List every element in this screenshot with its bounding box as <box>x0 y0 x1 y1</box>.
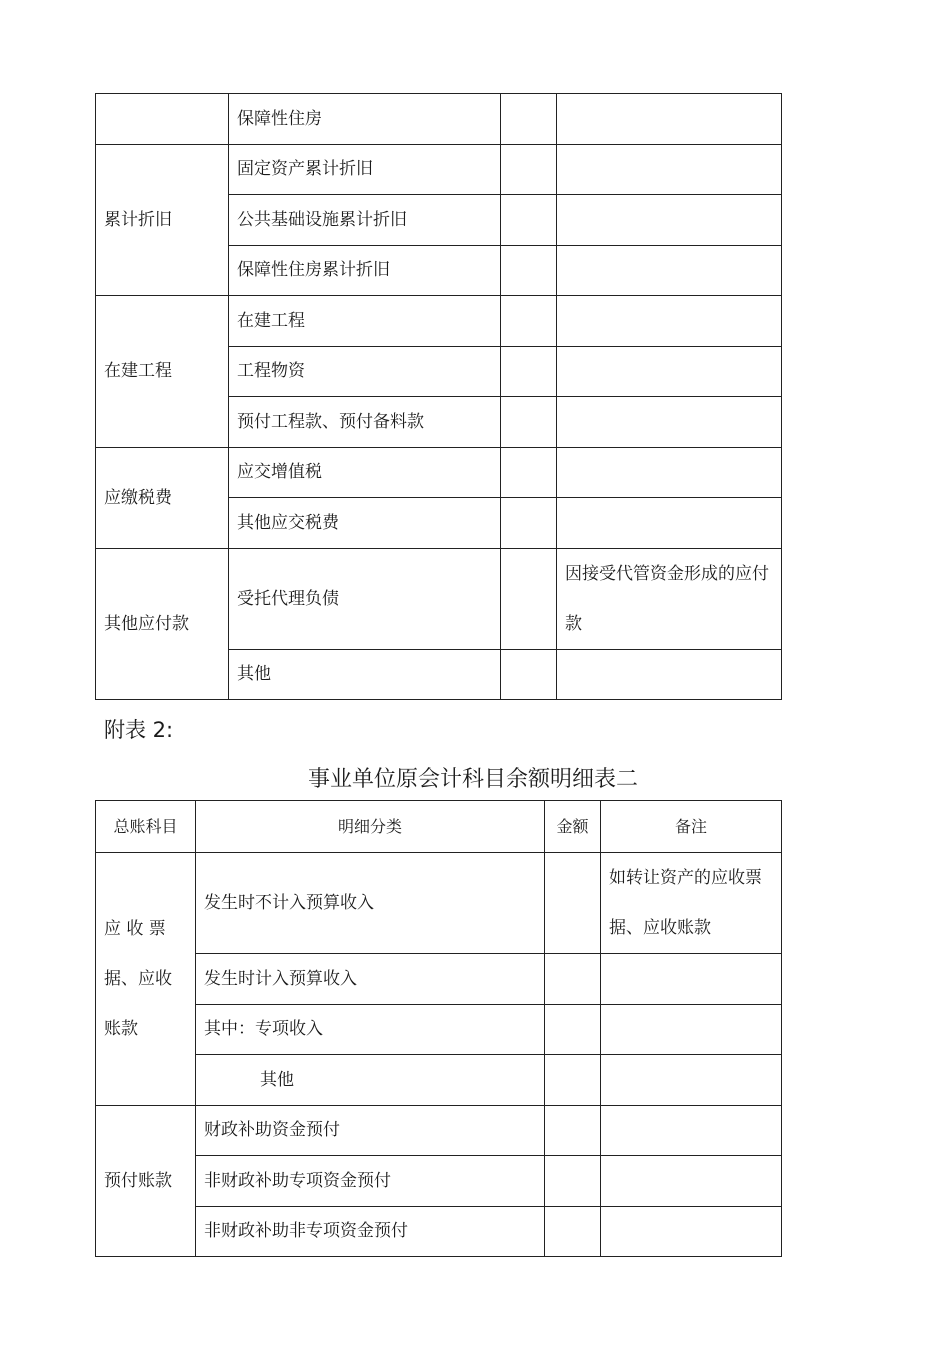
group-cell: 其他应付款 <box>96 549 229 700</box>
detail-cell: 财政补助资金预付 <box>196 1106 545 1156</box>
group-cell: 累计折旧 <box>96 145 229 296</box>
table-row <box>96 549 782 650</box>
detail-cell: 发生时不计入预算收入 <box>196 853 545 954</box>
header-cell: 备注 <box>601 801 782 853</box>
group-cell: 在建工程 <box>96 296 229 448</box>
amount-cell <box>545 1156 601 1207</box>
note-cell <box>557 296 782 347</box>
amount-cell <box>545 1005 601 1055</box>
detail-cell: 受托代理负债 <box>229 549 501 650</box>
detail-cell: 保障性住房 <box>229 94 501 145</box>
detail-cell: 固定资产累计折旧 <box>229 145 501 195</box>
header-row <box>96 801 782 853</box>
amount-cell <box>501 397 557 448</box>
amount-cell <box>501 145 557 195</box>
amount-cell <box>501 94 557 145</box>
appendix-label: 附表 2: <box>104 718 174 742</box>
note-cell <box>557 448 782 498</box>
table-row <box>96 1005 782 1055</box>
note-cell <box>601 1005 782 1055</box>
table-row <box>96 1055 782 1106</box>
note-cell <box>557 650 782 700</box>
note-cell <box>557 94 782 145</box>
header-cell: 总账科目 <box>96 801 196 853</box>
detail-table-2 <box>95 800 782 1257</box>
note-cell <box>601 1106 782 1156</box>
note-cell <box>557 145 782 195</box>
detail-cell: 预付工程款、预付备料款 <box>229 397 501 448</box>
table-row <box>96 1207 782 1257</box>
note-cell: 因接受代管资金形成的应付款 <box>557 549 782 650</box>
detail-cell: 非财政补助非专项资金预付 <box>196 1207 545 1257</box>
note-cell <box>557 195 782 246</box>
detail-cell: 在建工程 <box>229 296 501 347</box>
note-cell <box>557 246 782 296</box>
note-cell: 如转让资产的应收票据、应收账款 <box>601 853 782 954</box>
table-row <box>96 1156 782 1207</box>
table-row <box>96 954 782 1005</box>
amount-cell <box>501 549 557 650</box>
amount-cell <box>545 954 601 1005</box>
amount-cell <box>501 246 557 296</box>
amount-cell <box>501 650 557 700</box>
table-row <box>96 1106 782 1156</box>
detail-cell: 其中：专项收入 <box>196 1005 545 1055</box>
amount-cell <box>545 1106 601 1156</box>
amount-cell <box>545 1207 601 1257</box>
header-cell: 金额 <box>545 801 601 853</box>
detail-cell: 非财政补助专项资金预付 <box>196 1156 545 1207</box>
detail-cell: 其他 <box>229 650 501 700</box>
amount-cell <box>501 347 557 397</box>
detail-cell: 公共基础设施累计折旧 <box>229 195 501 246</box>
detail-cell: 其他 <box>196 1055 545 1106</box>
amount-cell <box>501 296 557 347</box>
group-cell: 应缴税费 <box>96 448 229 549</box>
note-cell <box>557 347 782 397</box>
detail-cell: 工程物资 <box>229 347 501 397</box>
table-row <box>96 448 782 498</box>
group-cell: 应 收 票据、应收账款 <box>96 853 196 1106</box>
header-cell: 明细分类 <box>196 801 545 853</box>
note-cell <box>601 1055 782 1106</box>
group-cell <box>96 94 229 145</box>
note-cell <box>557 498 782 549</box>
table-row <box>96 853 782 954</box>
note-cell <box>601 1207 782 1257</box>
table-row <box>96 145 782 195</box>
amount-cell <box>501 498 557 549</box>
table-row <box>96 94 782 145</box>
note-cell <box>557 397 782 448</box>
group-cell: 预付账款 <box>96 1106 196 1257</box>
detail-cell: 其他应交税费 <box>229 498 501 549</box>
amount-cell <box>545 1055 601 1106</box>
table-title: 事业单位原会计科目余额明细表二 <box>307 767 638 792</box>
detail-table-1 <box>95 93 782 700</box>
note-cell <box>601 954 782 1005</box>
note-cell <box>601 1156 782 1207</box>
table-row <box>96 296 782 347</box>
detail-cell: 发生时计入预算收入 <box>196 954 545 1005</box>
detail-cell: 应交增值税 <box>229 448 501 498</box>
detail-cell: 保障性住房累计折旧 <box>229 246 501 296</box>
amount-cell <box>545 853 601 954</box>
amount-cell <box>501 448 557 498</box>
amount-cell <box>501 195 557 246</box>
